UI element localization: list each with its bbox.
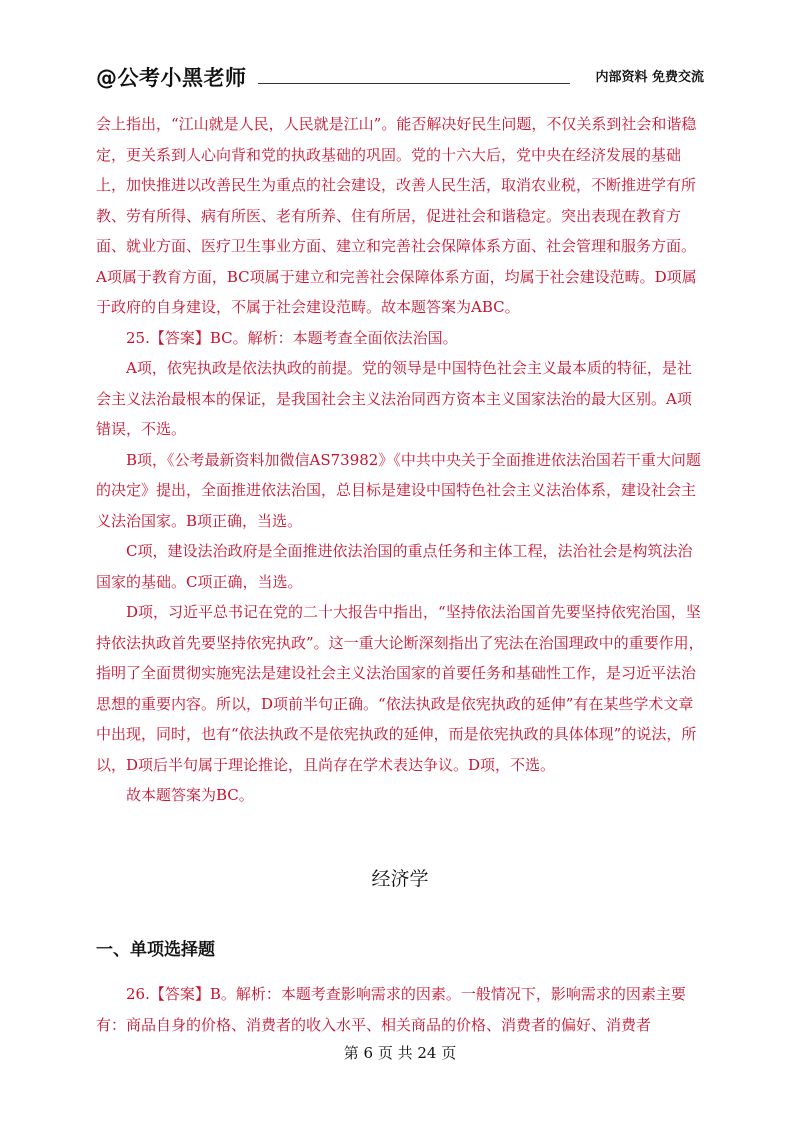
answer-26 bbox=[96, 979, 706, 1040]
answer-25-conclusion: 故本题答案为BC。 bbox=[126, 786, 254, 804]
page-header bbox=[96, 62, 704, 92]
option-c-analysis: C项，建设法治政府是全面推进依法治国的重点任务和主体工程，法治社会是构筑法治国家的基础。C项正确，当选。 bbox=[96, 542, 693, 591]
answer-25-heading: 25.【答案】BC。解析：本题考查全面依法治国。 bbox=[126, 328, 458, 347]
section-heading: 一、单项选择题 bbox=[96, 940, 215, 960]
option-b-analysis: B项，《公考最新资料加微信AS73982》《中共中央关于全面推进依法治国若干重大问题的决定》提出，全面推进依法治国，总目标是建设中国特色社会主义法治体系，建设社会主义法治国家。B项正确，当选。 bbox=[96, 450, 701, 530]
subject-title: 经济学 bbox=[371, 868, 429, 890]
header-rule bbox=[258, 83, 570, 84]
page-footer: 第 6 页 共 24 页 bbox=[343, 1044, 457, 1062]
header-tag: 内部资料 免费交流 bbox=[595, 70, 704, 85]
option-d-analysis: D项，习近平总书记在党的二十大报告中指出，“坚持依法治国首先要坚持依宪治国，坚持依法执政首先要坚持依宪执政”。这一重大论断深刻指出了宪法在治国理政中的重要作用，指明了全面贯彻实施宪法是建设社会主义法治国家的首要任务和基础性工作，是习近平法治思想的重要内容。所以，D项前半句正确。“依法执政是依宪执政的延伸”有在某些学术文章中出现，同时，也有“依法执政不是依宪执政的延伸，而是依宪执政的具体体现”的说法，所以，D项后半句属于理论推论，且尚存在学术表达争议。D项，不选。 bbox=[96, 603, 704, 774]
brand-title: @公考小黑老师 bbox=[96, 66, 247, 90]
paragraph-continuation: 会上指出，“江山就是人民，人民就是江山”。能否解决好民生问题，不仅关系到社会和谐稳定，更关系到人心向背和党的执政基础的巩固。党的十六大后，党中央在经济发展的基础上，加快推进以改善民生为重点的社会建设，改善人民生活，取消农业税，不断推进学有所教、劳有所得、病有所医、老有所养、住有所居，促进社会和谐稳定。突出表现在教育方面、就业方面、医疗卫生事业方面、建立和完善社会保障体系方面、社会管理和服务方面。A项属于教育方面，BC项属于建立和完善社会保障体系方面，均属于社会建设范畴。D项属于政府的自身建设，不属于社会建设范畴。故本题答案为ABC。 bbox=[96, 115, 697, 316]
option-a-analysis: A项，依宪执政是依法执政的前提。党的领导是中国特色社会主义最本质的特征，是社会主义法治最根本的保证，是我国社会主义法治同西方资本主义国家法治的最大区别。A项错误，不选。 bbox=[96, 359, 692, 438]
answer-26-text: 26.【答案】B。解析：本题考查影响需求的因素。一般情况下，影响需求的因素主要有：商品自身的价格、消费者的收入水平、相关商品的价格、消费者的偏好、消费者 bbox=[96, 985, 686, 1034]
answer-body bbox=[96, 109, 706, 811]
